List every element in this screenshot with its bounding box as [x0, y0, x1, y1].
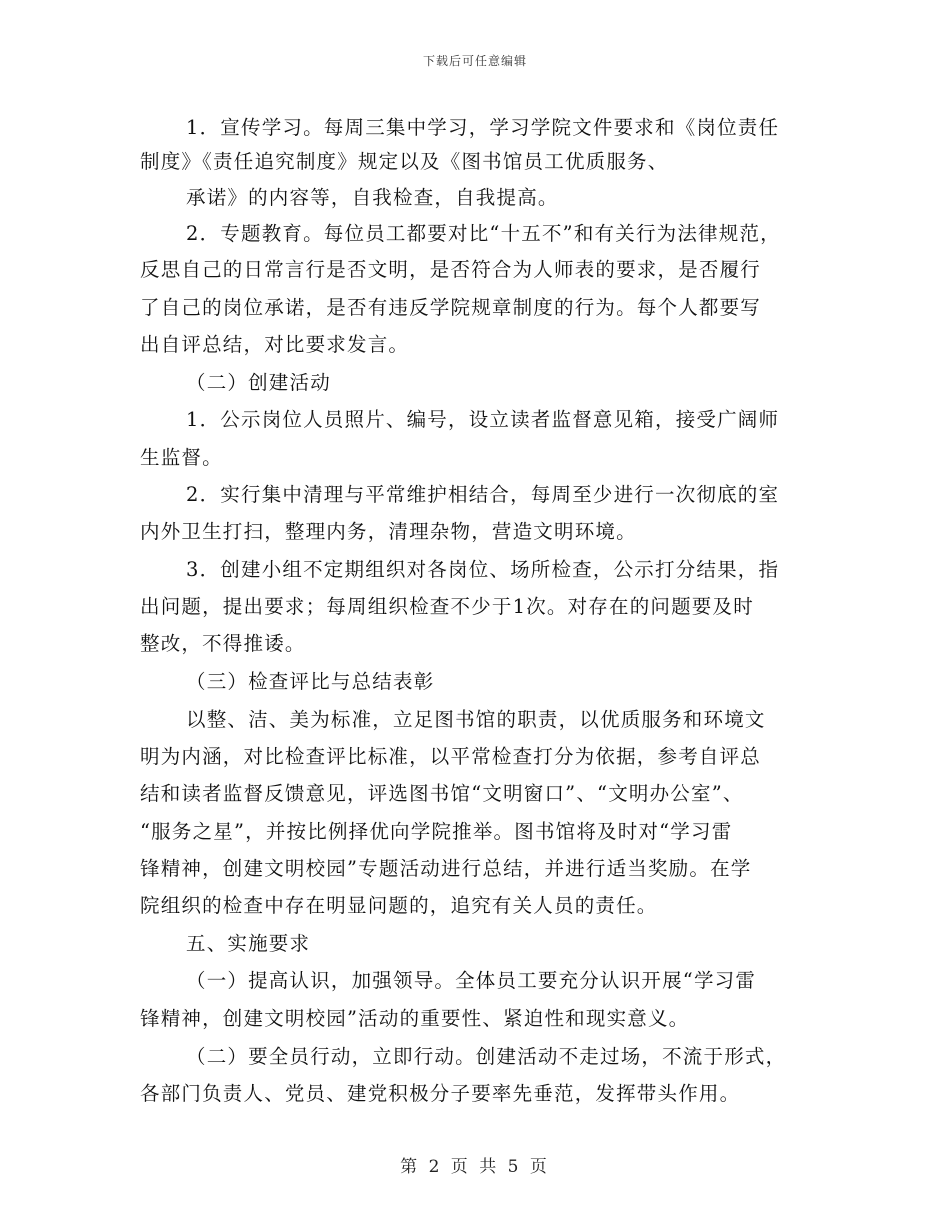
- body-line: 锋精神，创建文明校园”活动的重要性、紧迫性和现实意义。: [140, 1007, 690, 1030]
- body-line: 锋精神，创建文明校园”专题活动进行总结，并进行适当奖励。在学: [140, 857, 752, 880]
- body-line: 各部门负责人、党员、建党积极分子要率先垂范，发挥带头作用。: [140, 1082, 741, 1105]
- page-header: 下载后可任意编辑: [422, 54, 527, 68]
- body-line: 院组织的检查中存在明显问题的，追究有关人员的责任。: [140, 894, 658, 917]
- body-line: 1．宣传学习。每周三集中学习，学习学院文件要求和《岗位责任: [186, 116, 780, 139]
- section-heading: （二）创建活动: [186, 371, 331, 394]
- body-line: 生监督。: [140, 446, 223, 469]
- body-line: 3．创建小组不定期组织对各岗位、场所检查，公示打分结果，指: [186, 558, 780, 581]
- body-line: 整改，不得推诿。: [140, 632, 306, 655]
- body-line: 制度》《责任追究制度》规定以及《图书馆员工优质服务、: [140, 150, 669, 173]
- body-line: 出自评总结，对比要求发言。: [140, 333, 410, 356]
- body-line: 了自己的岗位承诺，是否有违反学院规章制度的行为。每个人都要写: [140, 296, 762, 319]
- body-line: 2．专题教育。每位员工都要对比“十五不”和有关行为法律规范，: [186, 222, 781, 245]
- body-line: “服务之星”，并按比例择优向学院推举。图书馆将及时对“学习雷: [140, 820, 733, 843]
- body-line: 内外卫生打扫，整理内务，清理杂物，营造文明环境。: [140, 520, 637, 543]
- body-line: 明为内涵，对比检查评比标准，以平常检查打分为依据，参考自评总: [140, 745, 762, 768]
- body-line: 承诺》的内容等，自我检查，自我提高。: [186, 186, 559, 209]
- body-line: 2．实行集中清理与平常维护相结合，每周至少进行一次彻底的室: [186, 483, 780, 506]
- section-heading: 五、实施要求: [186, 932, 311, 955]
- page-number-footer: 第 2 页 共 5 页: [400, 1157, 550, 1177]
- body-line: （一）提高认识，加强领导。全体员工要充分认识开展“学习雷: [186, 969, 757, 992]
- body-line: 1．公示岗位人员照片、编号，设立读者监督意见箱，接受广阔师: [186, 408, 780, 431]
- body-line: 结和读者监督反馈意见，评选图书馆“文明窗口”、“文明办公室”、: [140, 782, 744, 805]
- body-line: 以整、洁、美为标准，立足图书馆的职责，以优质服务和环境文: [186, 708, 766, 731]
- body-line: （二）要全员行动，立即行动。创建活动不走过场，不流于形式，: [186, 1045, 787, 1068]
- body-line: 反思自己的日常言行是否文明，是否符合为人师表的要求，是否履行: [140, 258, 762, 281]
- section-heading: （三）检查评比与总结表彰: [186, 670, 435, 693]
- body-line: 出问题，提出要求；每周组织检查不少于1次。对存在的问题要及时: [140, 595, 754, 618]
